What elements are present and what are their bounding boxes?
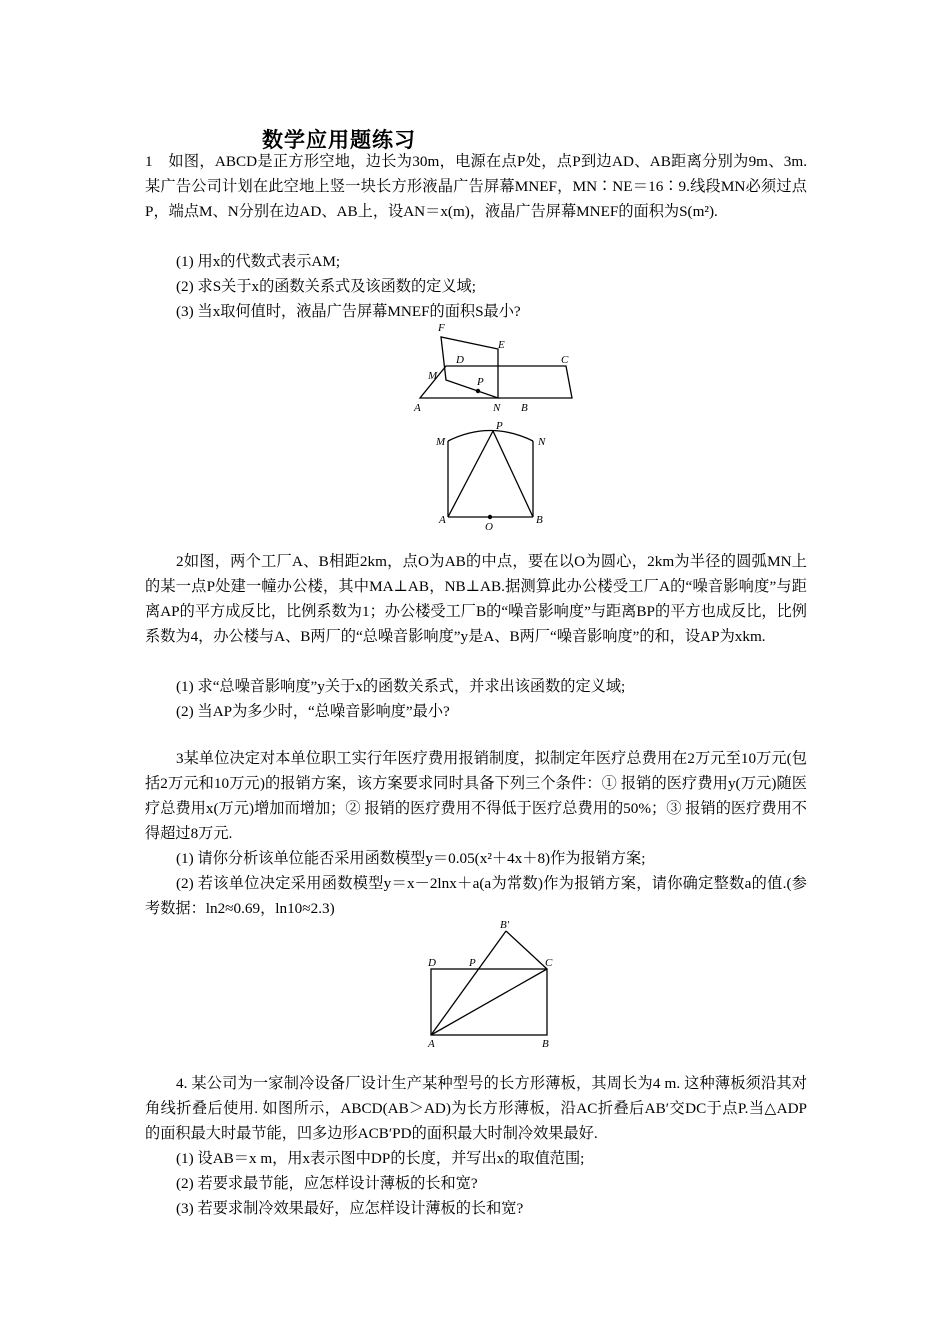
- problem-2-question-1: (1) 求“总噪音影响度”y关于x的函数关系式，并求出该函数的定义域;: [176, 678, 626, 695]
- label-p: P: [496, 420, 503, 432]
- problem-3-question-1: (1) 请你分析该单位能否采用函数模型y＝0.05(x²＋4x＋8)作为报销方案;: [176, 850, 646, 867]
- problem-1-question-2: (2) 求S关于x的函数关系式及该函数的定义域;: [176, 278, 476, 295]
- label-c: C: [561, 354, 569, 366]
- page-title: 数学应用题练习: [262, 128, 416, 152]
- label-a: A: [439, 514, 446, 526]
- segment-ab-prime: [431, 931, 506, 1035]
- problem-1-stem: 1 如图，ABCD是正方形空地，边长为30m，电源在点P处，点P到边AD、AB距离分别为9m、3m.某广告公司计划在此空地上竖一块长方形液晶广告屏幕MNEF，MN∶NE＝16∶9.线段MN必须过点P，端点M、N分别在边AD、AB上，设AN＝x(m)，液晶广告屏幕MNEF的面积为S(m²).: [145, 153, 807, 220]
- problem-2-question-2: (2) 当AP为多少时，“总噪音影响度”最小?: [176, 703, 450, 720]
- label-n: N: [493, 402, 501, 414]
- label-a: A: [414, 402, 421, 414]
- label-b: B: [521, 402, 528, 414]
- label-b-prime: B′: [500, 919, 510, 931]
- problem-4-stem: 4. 某公司为一家制冷设备厂设计生产某种型号的长方形薄板，其周长为4 m. 这种薄板须沿其对角线折叠后使用. 如图所示，ABCD(AB＞AD)为长方形薄板，沿AC折叠后AB′交DC于点P.当△ADP的面积最大时最节能，凹多边形ACB′PD的面积最大时制冷效果最好.: [145, 1075, 807, 1142]
- diagonal-ac: [431, 969, 547, 1035]
- label-o: O: [485, 521, 493, 533]
- label-d: D: [456, 354, 464, 366]
- label-p: P: [477, 376, 484, 388]
- problem-4-question-3: (3) 若要求制冷效果最好，应怎样设计薄板的长和宽?: [176, 1200, 524, 1217]
- problem-1-question-1: (1) 用x的代数式表示AM;: [176, 253, 341, 270]
- label-p: P: [469, 957, 476, 969]
- problem-4-question-2: (2) 若要求最节能，应怎样设计薄板的长和宽?: [176, 1175, 478, 1192]
- label-m: M: [436, 436, 446, 448]
- problem-3-stem: 3某单位决定对本单位职工实行年医疗费用报销制度，拟制定年医疗总费用在2万元至10万元(包括2万元和10万元)的报销方案，该方案要求同时具备下列三个条件：① 报销的医疗费用y(万元)随医疗总费用x(万元)增加而增加；② 报销的医疗费用不得低于医疗总费用的50%；③ 报销的医疗费用不得超过8万元.: [145, 750, 807, 842]
- problem-3-question-2: (2) 若该单位决定采用函数模型y＝x－2lnx＋a(a为常数)作为报销方案，请你确定整数a的值.(参考数据：ln2≈0.69，ln10≈2.3): [145, 875, 807, 917]
- label-n: N: [538, 436, 546, 448]
- label-a: A: [428, 1038, 435, 1050]
- label-f: F: [438, 322, 445, 334]
- label-b: B: [542, 1038, 549, 1050]
- label-c: C: [545, 957, 553, 969]
- label-m: M: [428, 370, 438, 382]
- problem-4-question-1: (1) 设AB＝x m，用x表示图中DP的长度，并写出x的取值范围;: [176, 1150, 585, 1167]
- segment-b-prime-c: [506, 931, 547, 969]
- problem-2-stem: 2如图，两个工厂A、B相距2km，点O为AB的中点，要在以O为圆心，2km为半径的圆弧MN上的某一点P处建一幢办公楼，其中MA⊥AB，NB⊥AB.据测算此办公楼受工厂A的“噪音影响度”与距离AP的平方成反比，比例系数为1；办公楼受工厂B的“噪音影响度”与距离BP的平方也成反比，比例系数为4，办公楼与A、B两厂的“总噪音影响度”y是A、B两厂“噪音影响度”的和，设AP为xkm.: [145, 553, 807, 645]
- label-d: D: [428, 957, 436, 969]
- label-e: E: [498, 339, 505, 351]
- label-b: B: [536, 514, 543, 526]
- problem-1-question-3: (3) 当x取何值时，液晶广告屏幕MNEF的面积S最小?: [176, 303, 521, 320]
